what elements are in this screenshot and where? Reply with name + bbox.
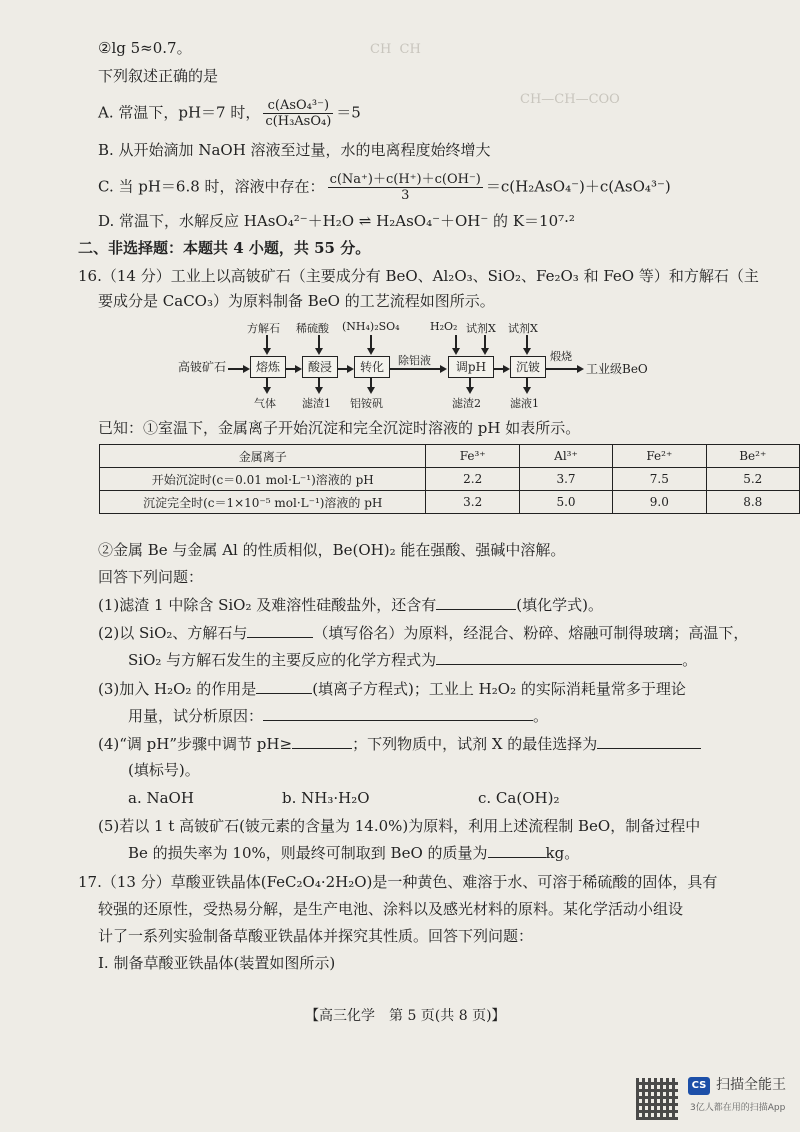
option-a: A. 常温下，pH＝7 时， $\frac{\text{c(AsO₄³⁻)}}{\text{c(H₃AsO₄)}}$ ＝5 — [98, 98, 361, 129]
q16-part4-cont: (填标号)。 — [128, 761, 200, 779]
bleed-through-text: CH CH — [370, 42, 421, 57]
flow-reagent: 试剂X — [508, 322, 538, 335]
answer-blank[interactable] — [292, 734, 352, 749]
q16-intro-line2: 要成分是 CaCO₃）为原料制备 BeO 的工艺流程如图所示。 — [98, 292, 495, 310]
ion-ph-table — [99, 444, 800, 514]
answer-blank[interactable] — [597, 734, 701, 749]
fraction: $\frac{\text{c(AsO₄³⁻)}}{\text{c(H₃AsO₄)}}$ — [265, 98, 332, 129]
flow-output: 气体 — [254, 397, 276, 410]
table-header-cell: Fe³⁺ — [426, 445, 519, 468]
bleed-through-text: CH—CH—COO — [520, 92, 620, 107]
flow-step-acid-leach: 酸浸 — [302, 356, 338, 378]
q16-part4: (4)“调 pH”步骤中调节 pH≥ ；下列物质中，试剂 X 的最佳选择为 — [98, 734, 701, 754]
table-cell: 5.0 — [519, 491, 612, 514]
table-header-cell: Al³⁺ — [519, 445, 612, 468]
flow-product: 工业级BeO — [586, 362, 648, 376]
table-cell: 9.0 — [613, 491, 706, 514]
answer-blank[interactable] — [247, 623, 313, 638]
flow-output: 滤液1 — [510, 397, 539, 410]
answer-blank[interactable] — [263, 706, 533, 721]
table-cell: 3.7 — [519, 468, 612, 491]
table-cell: 2.2 — [426, 468, 519, 491]
q16-part3-cont: 用量，试分析原因： 。 — [128, 707, 549, 725]
option-b: B. 从开始滴加 NaOH 溶液至过量，水的电离程度始终增大 — [98, 141, 491, 159]
q16-part2-cont: SiO₂ 与方解石发生的主要反应的化学方程式为 。 — [128, 651, 698, 669]
camscanner-logo-icon: CS — [688, 1077, 710, 1095]
q16-part3: (3)加入 H₂O₂ 的作用是 (填离子方程式)；工业上 H₂O₂ 的实际消耗量常多于理论 — [98, 680, 686, 698]
table-row — [100, 491, 800, 514]
flow-mid-label: 除铝液 — [398, 354, 431, 367]
q17-line2: 较强的还原性，受热易分解，是生产电池、涂料以及感光材料的原料。某化学活动小组设 — [98, 900, 684, 918]
given-condition: ②lg 5≈0.7。 — [98, 39, 192, 57]
option-a-text: A. 常温下，pH＝7 时， — [98, 103, 261, 122]
flow-calcine-label: 煅烧 — [550, 350, 572, 363]
brand-name: 扫描全能王 — [716, 1077, 786, 1093]
table-cell: 沉淀完全时(c＝1×10⁻⁵ mol·L⁻¹)溶液的 pH — [100, 491, 426, 514]
q16-part1: (1)滤渣 1 中除含 SiO₂ 及难溶性硅酸盐外，还含有 (填化学式)。 — [98, 596, 603, 614]
flow-reagent: 试剂X — [466, 322, 496, 335]
table-cell: 3.2 — [426, 491, 519, 514]
option-d: D. 常温下，水解反应 HAsO₄²⁻＋H₂O ⇌ H₂AsO₄⁻＋OH⁻ 的 K＝10⁷·² — [98, 212, 575, 230]
qr-code-icon — [636, 1078, 678, 1120]
answer-blank[interactable] — [488, 843, 546, 858]
flow-step-adjust-ph: 调pH — [448, 356, 494, 378]
table-row — [100, 468, 800, 491]
answer-blank[interactable] — [436, 595, 516, 610]
q16-part2: (2)以 SiO₂、方解石与 （填写俗名）为原料，经混合、粉碎、熔融可制得玻璃；高温下， — [98, 624, 749, 642]
q17-line3: 计了一系列实验制备草酸亚铁晶体并探究其性质。回答下列问题： — [98, 927, 534, 945]
table-cell: 开始沉淀时(c＝0.01 mol·L⁻¹)溶液的 pH — [100, 468, 426, 491]
choice-a: a. NaOH — [128, 789, 194, 807]
flow-step-convert: 转化 — [354, 356, 390, 378]
page-footer: 【高三化学 第 5 页(共 8 页)】 — [305, 1008, 506, 1024]
known-condition-2: ②金属 Be 与金属 Al 的性质相似，Be(OH)₂ 能在强酸、强碱中溶解。 — [98, 541, 566, 559]
answer-blank[interactable] — [256, 679, 312, 694]
option-c: C. 当 pH＝6.8 时，溶液中存在： $\frac{c(Na^+)+c(H^+)+c(OH^-)}{3}$ ＝c(H₂AsO₄⁻)＋c(AsO₄³⁻) — [98, 172, 671, 203]
q16-intro-line1: 16.（14 分）工业上以高铍矿石（主要成分有 BeO、Al₂O₃、SiO₂、Fe₂O₃ 和 FeO 等）和方解石（主 — [78, 267, 759, 285]
flow-input: 高铍矿石 — [178, 360, 227, 374]
table-header-cell: 金属离子 — [100, 445, 426, 468]
table-cell: 7.5 — [613, 468, 706, 491]
fraction: $\frac{c(Na^+)+c(H^+)+c(OH^-)}{3}$ — [329, 172, 481, 203]
flow-output: 滤渣2 — [452, 397, 481, 410]
table-header-cell: Be²⁺ — [706, 445, 799, 468]
q17-subheading: Ⅰ. 制备草酸亚铁晶体(装置如图所示) — [98, 954, 336, 972]
table-cell: 8.8 — [706, 491, 799, 514]
flow-step-precipitate-be: 沉铍 — [510, 356, 546, 378]
flow-output: 滤渣1 — [302, 397, 331, 410]
choice-c: c. Ca(OH)₂ — [478, 789, 560, 807]
flow-reagent: H₂O₂ — [430, 320, 458, 333]
question-stem: 下列叙述正确的是 — [98, 67, 219, 85]
answer-blank[interactable] — [436, 650, 682, 665]
table-header-row — [100, 445, 800, 468]
flow-step-smelt: 熔炼 — [250, 356, 286, 378]
section-heading: 二、非选择题：本题共 4 小题，共 55 分。 — [78, 239, 371, 257]
flow-reagent: 方解石 — [247, 322, 280, 335]
brand-tagline: 3亿人都在用的扫描App — [690, 1103, 786, 1113]
q16-part5-cont: Be 的损失率为 10%，则最终可制取到 BeO 的质量为 kg。 — [128, 844, 580, 862]
flow-reagent: (NH₄)₂SO₄ — [342, 320, 400, 333]
known-condition-1: 已知：①室温下，金属离子开始沉淀和完全沉淀时溶液的 pH 如表所示。 — [98, 419, 581, 437]
table-header-cell: Fe²⁺ — [613, 445, 706, 468]
flow-reagent: 稀硫酸 — [296, 322, 329, 335]
table-cell: 5.2 — [706, 468, 799, 491]
q16-part5: (5)若以 1 t 高铍矿石(铍元素的含量为 14.0%)为原料，利用上述流程制 BeO，制备过程中 — [98, 817, 701, 835]
answer-prompt: 回答下列问题： — [98, 568, 204, 586]
q17-line1: 17.（13 分）草酸亚铁晶体(FeC₂O₄·2H₂O)是一种黄色、难溶于水、可溶于稀硫酸的固体，具有 — [78, 873, 718, 891]
choice-b: b. NH₃·H₂O — [282, 789, 370, 807]
flow-output: 铝铵矾 — [350, 397, 383, 410]
